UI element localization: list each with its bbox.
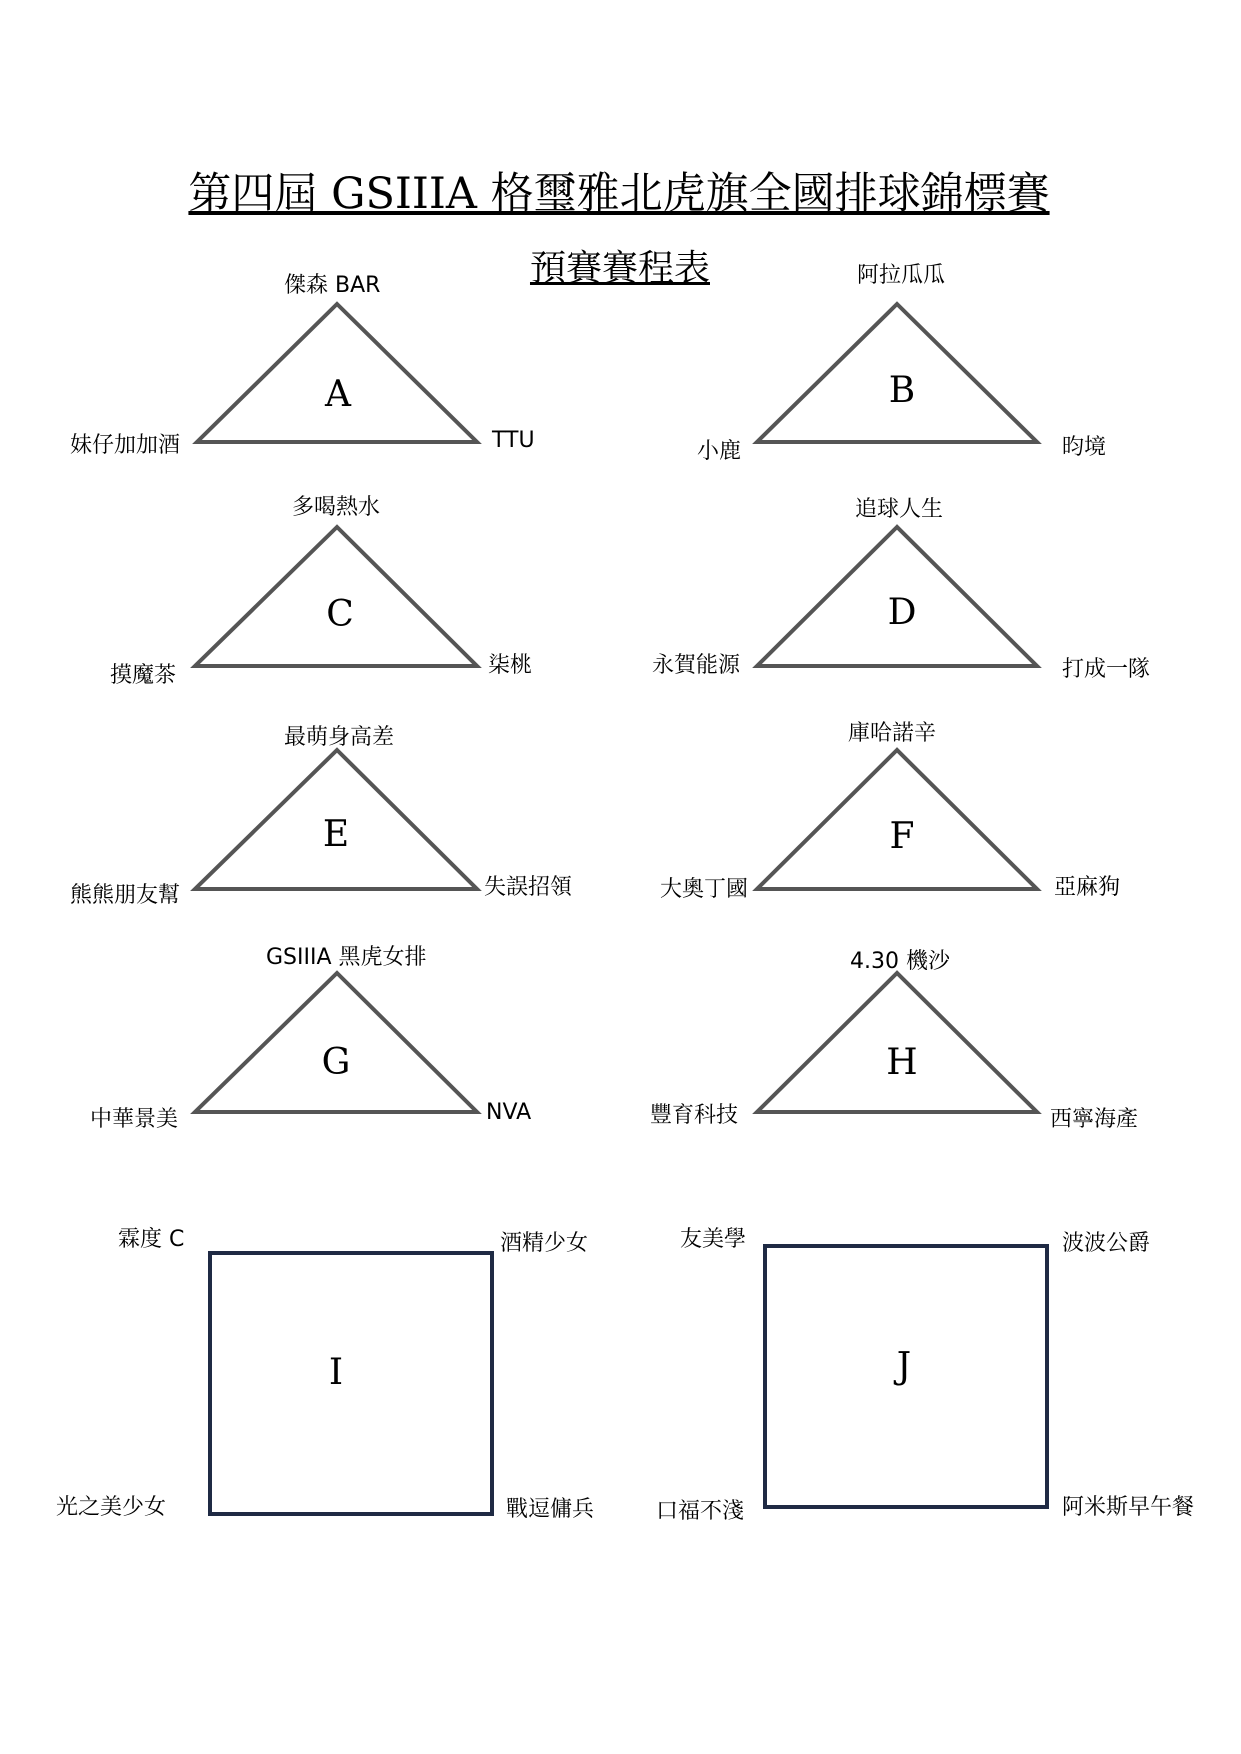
group-g-label: G	[321, 1042, 351, 1083]
group-h-left-team: 豐育科技	[650, 1103, 739, 1128]
group-j-bottom-left-team: 口福不淺	[656, 1499, 745, 1524]
group-f-left-team: 大奧丁國	[660, 877, 749, 902]
group-a-left-team: 妹仔加加酒	[70, 433, 181, 458]
group-d-right-team: 打成一隊	[1062, 657, 1151, 682]
group-j-top-right-team: 波波公爵	[1062, 1231, 1151, 1256]
group-i-bottom-right-team: 戰逗傭兵	[506, 1497, 595, 1522]
group-a-top-team: 傑森 BAR	[284, 273, 381, 298]
group-b-left-team: 小鹿	[697, 439, 742, 464]
group-c-right-team: 柒桃	[488, 653, 533, 678]
group-g-left-team: 中華景美	[90, 1107, 179, 1132]
group-h-right-team: 西寧海產	[1050, 1107, 1139, 1132]
group-j-bottom-right-team: 阿米斯早午餐	[1062, 1495, 1195, 1520]
group-i-label: I	[328, 1352, 344, 1393]
group-h-label: H	[886, 1042, 918, 1083]
group-g-right-team: NVA	[486, 1100, 532, 1125]
page-title: 第四屆 GSIIIA 格璽雅北虎旗全國排球錦標賽	[188, 169, 1050, 219]
group-i-top-left-team: 霖度 C	[118, 1227, 185, 1252]
group-b-top-team: 阿拉瓜瓜	[857, 263, 946, 288]
group-f-top-team: 庫哈諾辛	[848, 721, 937, 746]
group-j-top-left-team: 友美學	[680, 1227, 747, 1252]
group-c-label: C	[326, 594, 354, 635]
group-e-top-team: 最萌身高差	[284, 725, 395, 750]
group-e-right-team: 失誤招領	[484, 875, 573, 900]
page-subtitle: 預賽賽程表	[529, 248, 710, 289]
group-a-triangle	[197, 304, 477, 442]
group-d-label: D	[887, 592, 917, 633]
group-e-left-team: 熊熊朋友幫	[70, 883, 181, 908]
group-h-top-team: 4.30 機沙	[850, 949, 950, 974]
group-b-right-team: 昀境	[1062, 435, 1107, 460]
group-a-label: A	[325, 374, 351, 415]
group-c-top-team: 多喝熱水	[292, 495, 381, 520]
group-i-top-right-team: 酒精少女	[500, 1231, 589, 1256]
group-e-label: E	[322, 814, 350, 855]
group-f-right-team: 亞麻狗	[1054, 875, 1121, 900]
group-g-top-team: GSIIIA 黑虎女排	[266, 945, 427, 970]
group-j-label: J	[896, 1346, 912, 1387]
group-f-label: F	[889, 816, 915, 857]
group-a-right-team: TTU	[492, 428, 535, 453]
group-d-left-team: 永賀能源	[652, 653, 741, 678]
group-d-top-team: 追球人生	[855, 497, 944, 522]
group-b-label: B	[888, 370, 916, 411]
group-c-left-team: 摸魔茶	[110, 663, 177, 688]
group-i-bottom-left-team: 光之美少女	[56, 1495, 167, 1520]
